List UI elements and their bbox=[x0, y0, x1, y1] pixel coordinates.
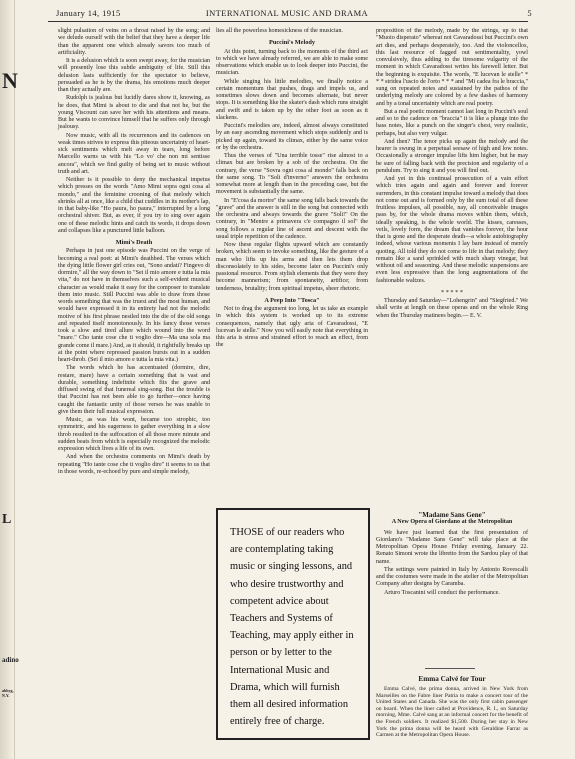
section-heading: Puccini's Melody bbox=[269, 39, 315, 47]
paragraph: lies all the powerless homesickness of the musician. bbox=[216, 28, 343, 34]
article-heading: Emma Calvé for Tour bbox=[418, 675, 486, 683]
article-emma-calve bbox=[376, 675, 528, 739]
issue-date: January 14, 1915 bbox=[56, 8, 121, 18]
section-stars: * * * * * bbox=[440, 288, 464, 296]
article-divider bbox=[425, 668, 475, 669]
paragraph: At this point, turning back to the moments of the third act to which we have already referred, we are able to make some observations which enable us to look deeper into Puccini, the musician. bbox=[216, 48, 368, 77]
edge-letter: N bbox=[2, 68, 18, 93]
paragraph: Perhaps in just one episode was Puccini on the verge of becoming a real poet: at Mimi's deathbed. The verses which the dying little flower girl cries out, "Sono andati? Fingevo di dormire," all the way down to "Sei il mio amore e tutta la mia vita," do not have in themselves such a self-evident musical character as would make it easy for the composer to translate them into music. Still Puccini was able to draw from those words something that was the truest and the most human, and would have expressed it in its entirety had not the melodic motive of his first phrase nestled into the die of the old songs and repeated itself monotonously. In his fancy those verses took a slow and tired allure which wound into the word "mare." Cho tante cose che ti voglio dire—Ma una sola ma grande come il mare.) And, as it should, it rightfully breaks up at the point where repressed passion bursts out in a sudden heart-throb. (Sei il mio amore e tutta la mia vita.) bbox=[58, 248, 210, 363]
paragraph: Rudolph is jealous but lucidly dares show it, knowing, as he does, that Mimi is about to die and that not he, but the young Viscount can save her with his attentions and means. But he wants to convince himself that he suffers only through jealousy. bbox=[58, 95, 210, 131]
paragraph: Music, as was his wont, became too strophic, too symmetric, and his eagerness to gather everything in a slow throb resulted in the suffocation of all those more minute and sudden beats from which is especially recognized the melodic expression which lives a life of its own. bbox=[58, 417, 210, 452]
paragraph: And then? The tenor picks up again the melody and the hearer is swung in a perpetual seesaw of high and low notes. Occasionally a stronger impulse lifts him higher, but he may be sure of falling back with the precision and regularity of a pendulum. Try to sing it and you will find out. bbox=[376, 138, 528, 174]
adjacent-page-edge bbox=[0, 0, 19, 759]
paragraph: The words which he has accentuated (dormire, dire, restare, mare) have a certain something that is vast and durable, something indefinite which fits the grave and diffused swing of that funereal sing-song. But the trouble is that Puccini has not been able to go further—once having caught the fantastic unity of those verses he was unable to give them their full musical expression. bbox=[58, 365, 210, 415]
article-heading: "Madame Sans Gene" bbox=[418, 511, 486, 519]
paragraph: Neither is it possible to deny the mechanical impetus which presses on the words "Amo Mimi sopra ogni cosa al mondo," and the feminine crooning of that melody which shrinks all at once, like a child that cuddles in its mother's lap, in that baby-like "Ho paura, ho paura," interrupted by a long orchestral shiver. But, as ever, if you try to sing over again one of these melodic hints and catch its words, it drops down and collapses like a punctured little balloon. bbox=[58, 177, 210, 234]
page-number: 5 bbox=[527, 8, 532, 18]
paragraph: Not to drag the argument too long, let us take an example in which this system is worked up to its extreme consequences, namely that ugly aria of Cavaradossi, "E lucevan le stelle." Now you will easily note that everything in this aria is stress and strained effort to reach an effect, from the bbox=[216, 306, 368, 349]
paragraph: Now music, with all its recurrences and its cadences on weak times strives to express this piteous uncertainty of heart-sick sentiments which melt away in tears, long before Marcello warns us with his "Lo vo' che non mi sentisse ancora", which we find guilty of being set to music without truth and art. bbox=[58, 132, 210, 175]
column-middle bbox=[216, 28, 368, 351]
paragraph: In "E'cosa da morire" the same song falls back towards the "grave" and the answer is still in the song but connected with the orchestra and always towards the grave "Soli!" On the contrary, in "Mentre a primavera c'e compagno il sol" the song follows a regular line of ascent and descent with the usual triple repetition of the cadence. bbox=[216, 197, 368, 240]
paragraph: slight pulsation of veins on a throat raised by the song; and we delude ourself with the belief that they have a deeper life than the apparent one which already savors too much of artificiality. bbox=[58, 28, 210, 56]
article-subheading: A New Opera of Giordano at the Metropolitan bbox=[391, 519, 513, 526]
section-heading: Mimi's Death bbox=[115, 239, 153, 246]
column-left bbox=[58, 28, 210, 477]
edge-fragment: abhyg, N.Y. bbox=[2, 688, 14, 698]
advertisement-text: THOSE of our readers who are contemplating taking music or singing lessons, and who desire trustworthy and competent advice about Teachers and Systems of Teaching, may apply either in person or by letter to the International Music and Drama, which will furnish them all desired information entirely free of charge. bbox=[230, 527, 354, 728]
paragraph: It is a delusion which is soon swept away, for the musician will presently lose this subtle ambiguity of life. Still this delusion lasts sufficiently for the spectator to believe, persuaded as he is by the drama, his emotions much deeper than they actually are. bbox=[58, 58, 210, 93]
paragraph: proposition of the melody, made by the strings, up to that "Muoio disperato" whereat not Cavaradossi but Puccini's own art dies, and perhaps desperately, too. And the violoncellos, this last resource of fagged out sentimentality, yowl convulsively, thus adding to the tiresome vulgarity of the moment in which Cavaradossi writes his farewell letter. But the beginning is exquisite. The words, "E lucevan le stelle" * * * stridea l'uscio de l'orto * * * and "Mi cadea fra le braccia," sung on repeated notes and sustained by the pathos of the underlying melody are colored by a few dashes of harmony and by a tonal uncertainty which are real poetry. bbox=[376, 28, 528, 107]
paragraph: And yet in this continual prosecution of a vain effort which tries again and again and forever and forever surrenders, in this constant impulse toward a melody that does not come out and is formed only by the sum total of all these fruitless impulses, all possible, nay, all conceivable images pass by, for the whole drama moves within them, which, ideally speaking, is the whole world. The kisses, caresses, veils, lovely form, the dream that vanishes forever, the hour that is gone and the desperate death—a whole autobiography indeed, whose various moments I lay bare instead of merely quoting. All told they do not come to life in that melody; they remain like a sand sprinkled with much sharp vinegar, but without oil and seasoning. And these melodic suspensions are even less expressive than the long augmentations of the fashionable waltzes. bbox=[376, 176, 528, 284]
paragraph: We have just learned that the first presentation of Giordano's "Madame Sans Gene" will take place at the Metropolitan Opera House Friday evening, January 22. Renato Simoni wrote the libretto from the Sardou play of that name. bbox=[376, 529, 528, 565]
header-rule bbox=[48, 21, 528, 22]
paragraph: Emma Calvé, the prima donna, arrived in New York from Marseilles on the Fabre liner Patria to make a concert tour of the United States and Canada. She was the only first cabin passenger on board. When the liner called at Providence, R. I., on Saturday morning, Mme. Calvé sang at an informal concert for the benefit of the French soldiers. It realized $1,500. During her stay in New York the prima donna will be heard with Geraldine Farrar as Carmen at the Metropolitan Opera House. bbox=[376, 686, 528, 739]
column-right bbox=[376, 28, 528, 368]
advertisement-box bbox=[216, 508, 370, 740]
running-header bbox=[44, 6, 530, 20]
paragraph: The settings were painted in Italy by Antonio Rovescalli and the costumes were made in the atelier of the Metropolitan Company after designs by Caramba. bbox=[376, 566, 528, 588]
paragraph: Thus the verses of "Una terrible tosse" rise almost to a climax but are broken by a sob of the orchestra. On the contrary, the verse "Sovra ogni cosa al mondo" falls back on the same song. To "Soli d'inverno" answers the orchestra somewhat more at length than in the preceding case, but the movement is substantially the same. bbox=[216, 153, 368, 196]
paragraph: But a real poetic moment cannot last long in Puccini's soul and so to the cadence on "braccia" it is like a plunge into the bass notes, like a punch on the singer's chest, very realistic, perhaps, but also very vulgar. bbox=[376, 108, 528, 137]
paragraph: And when the orchestra comments on Mimi's death by repeating "Ho tante cose che ti voglio dire" it seems to us that in those words, re-echoed by pure and simple melody, bbox=[58, 454, 210, 475]
publication-title: INTERNATIONAL MUSIC AND DRAMA bbox=[205, 8, 369, 18]
paragraph: While singing his little melodies, we finally notice a certain momentum that pushes, drags and impels us, and sometimes slows down and becomes alternate, but never stops. It is something like the skater's dash which runs straight and swift and is taken up by the other foot as soon as it slackens. bbox=[216, 78, 368, 121]
article-madame-sans-gene bbox=[376, 512, 528, 598]
paragraph: Now these regular flights upward which are constantly broken, which seem to invoke something, like the gesture of a man who lifts up his arms and then lets them drop disconsolately to his sides, become later on Puccini's only passional resource. From stylish elements that they were they become mannerism; from spontaneity, artifice; from tenderness, brutality; from spiritual impetus, sheer rhetoric. bbox=[216, 242, 368, 292]
edge-fragment: adino bbox=[2, 656, 19, 664]
edge-letter: L bbox=[2, 512, 12, 527]
paragraph: Puccini's melodies are, indeed, almost always constituted by an easy ascending movement which stops suddenly and is picked up again, toward its climax, either by the same voice or by the orchestra. bbox=[216, 123, 368, 151]
paragraph: Arturo Toscanini will conduct the performance. bbox=[384, 589, 500, 596]
paragraph: Thursday and Saturday—"Lohengrin" and "Siegfried." We shall write at length on these operas and on the whole Ring when the Thursday matinees begin.— E. V. bbox=[376, 298, 528, 319]
section-heading: A Peep Into "Tosca" bbox=[264, 296, 320, 304]
